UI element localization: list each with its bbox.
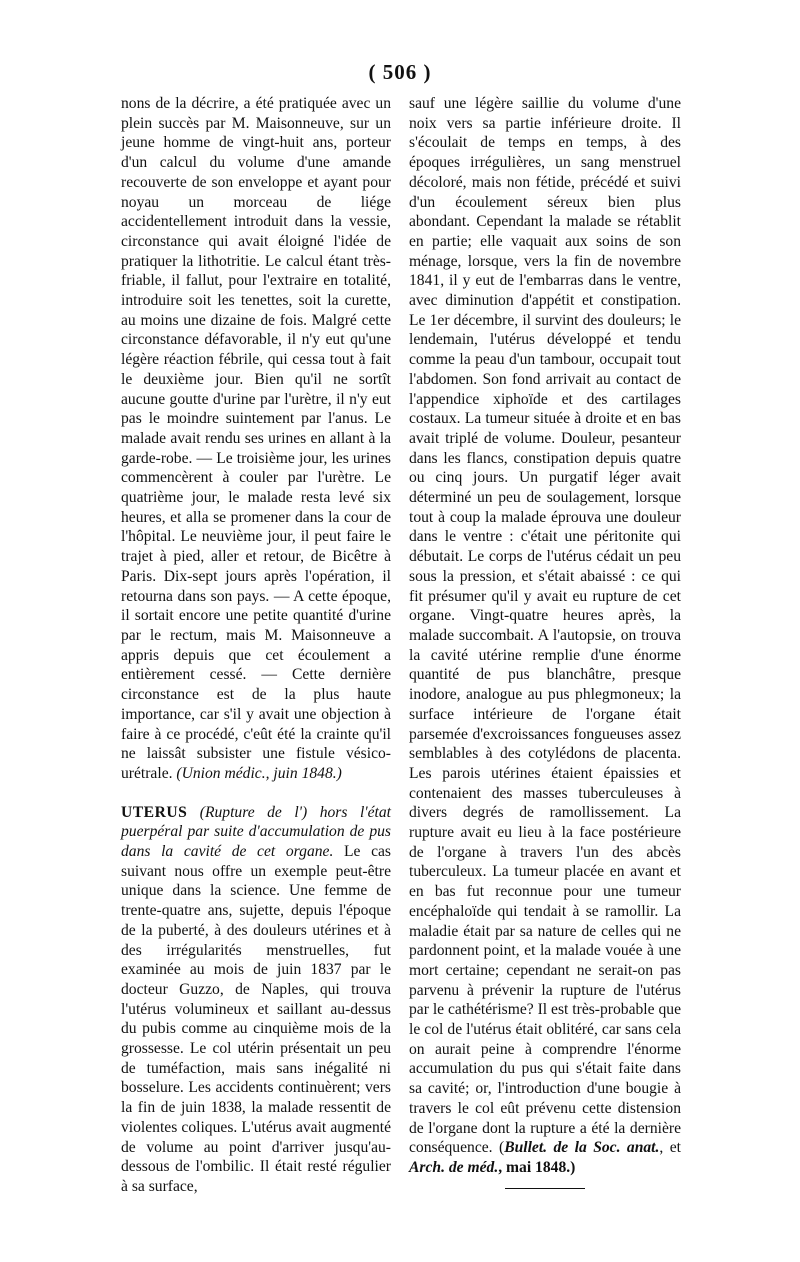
- right-paragraph-1-text: sauf une légère saillie du volume d'une noix vers sa partie inférieure droite. Il s'écoulait de temps en temps, à des époques irrégulières, un sang menstruel décoloré, mais non fétide, précédé et suivi d'un écoulement séreux bien plus abondant. Cependant la malade se rétablit en partie; elle vaquait aux soins de son ménage, lorsque, vers la fin de novembre 1841, il y eut de l'embarras dans le ventre, avec diminution d'appétit et constipation. Le 1er décembre, il survint des douleurs; le lendemain, l'utérus développé et tendu comme la peau d'un tambour, occupait tout l'abdomen. Son fond arrivait au contact de l'appendice xiphoïde et des cartilages costaux. La tumeur située à droite et en bas avait triplé de volume. Douleur, pesanteur dans les flancs, constipation depuis quatre ou cinq jours. Un purgatif léger avait déterminé un peu de soulagement, lorsque tout à coup la malade éprouva une douleur dans le ventre : c'était une péritonite qui débutait. Le corps de l'utérus cédait un peu sous la pression, et s'était abaissé : ce qui fit présumer qu'il y avait eu rupture de cet organe. Vingt-quatre heures après, la malade succombait. A l'autopsie, on trouva la cavité utérine remplie d'une énorme quantité de pus blanchâtre, presque inodore, analogue au pus phlegmoneux; la surface intérieure de l'organe était parsemée d'excroissances fongueuses assez semblables à des cotylédons de placenta. Les parois utérines étaient épaissies et contenaient des masses tuberculeuses à divers degrés de ramollissement. La rupture avait eu lieu à la face postérieure de l'organe à travers l'un des abcès tuberculeux. La tumeur placée en avant et en bas fut reconnue pour une tumeur encéphaloïde qui tendait à se ramollir. La maladie était par sa nature de celles qui ne pardonnent point, et la malade vouée à une mort certaine; cependant ne serait-on pas parvenu à prévenir la rupture de l'utérus par le cathétérisme? Il est très-probable que le col de l'utérus était oblitéré, car sans cela on aurait peine à comprendre l'énorme accumulation du pus qui s'était faite dans sa cavité; or, l'introduction d'une bougie à travers le col eût prévenu cette distension de l'organe dont la rupture a été la dernière conséquence.: [409, 95, 681, 1157]
- left-paragraph-1: [121, 94, 391, 784]
- article-heading: UTERUS: [121, 803, 188, 821]
- left-paragraph-2: [121, 803, 391, 1197]
- citation-join: , et: [659, 1139, 681, 1157]
- citation-journal-2: Arch. de méd.: [409, 1158, 499, 1176]
- article-subtitle: (Rupture de l') hors l'état puerpéral par suite d'accumulation de pus dans la cavité de cet organe.: [121, 803, 391, 861]
- citation-journal-1: Bullet. de la Soc. anat.: [504, 1139, 660, 1157]
- citation-open: (: [498, 1139, 505, 1157]
- right-column: [409, 94, 681, 1189]
- end-rule: [505, 1188, 585, 1189]
- left-paragraph-2-text: Le cas suivant nous offre un exemple peut-être unique dans la science. Une femme de trente-quatre ans, sujette, depuis l'époque de la puberté, à des douleurs utérines et à des irrégularités menstruelles, fut examinée au mois de juin 1837 par le docteur Guzzo, de Naples, qui trouva l'utérus volumineux et saillant au-dessus du pubis comme au cinquième mois de la grossesse. Le col utérin présentait un peu de tuméfaction, mais sans inégalité ni bosselure. Les accidents continuèrent; vers la fin de juin 1838, la malade ressentit de violentes coliques. L'utérus avait augmenté de volume au point d'arriver jusqu'au-dessous de l'ombilic. Il était resté régulier à sa surface,: [121, 843, 391, 1195]
- left-column: [121, 94, 391, 1197]
- citation-date: , mai 1848.): [498, 1158, 576, 1176]
- left-paragraph-1-citation: (Union médic., juin 1848.): [176, 764, 342, 782]
- left-paragraph-1-text: nons de la décrire, a été pratiquée avec un plein succès par M. Maisonneuve, sur un jeune homme de vingt-huit ans, porteur d'un calcul du volume d'une amande recouverte de son enveloppe et ayant pour noyau un morceau de liége accidentellement introduit dans la vessie, circonstance qui avait éloigné l'idée de pratiquer la lithotritie. Le calcul étant très-friable, il fallut, pour l'extraire en totalité, introduire soit les tenettes, soit la curette, au moins une dizaine de fois. Malgré cette circonstance défavorable, il n'y eut qu'une légère réaction fébrile, qui cessa tout à fait le deuxième jour. Bien qu'il ne sortît aucune goutte d'urine par l'urètre, il n'y eut pas le moindre suintement par l'anus. Le malade avait rendu ses urines en allant à la garde-robe. — Le troisième jour, les urines commencèrent à couler par l'urètre. Le quatrième jour, le malade resta levé six heures, et alla se promener dans la cour de l'hôpital. Le neuvième jour, il peut faire le trajet à pied, aller et retour, de Bicêtre à Paris. Dix-sept jours après l'opération, il retourna dans son pays. — A cette époque, il sortait encore une petite quantité d'urine par le rectum, mais M. Maisonneuve a appris depuis que cet écoulement a entièrement cessé. — Cette dernière circonstance est de la plus haute importance, car s'il y avait une objection à faire à ce procédé, c'eût été la crainte qu'il ne laissât subsister une fistule vésico-urétrale.: [121, 95, 391, 782]
- page-number: ( 506 ): [368, 60, 432, 84]
- right-paragraph-1: [409, 94, 681, 1178]
